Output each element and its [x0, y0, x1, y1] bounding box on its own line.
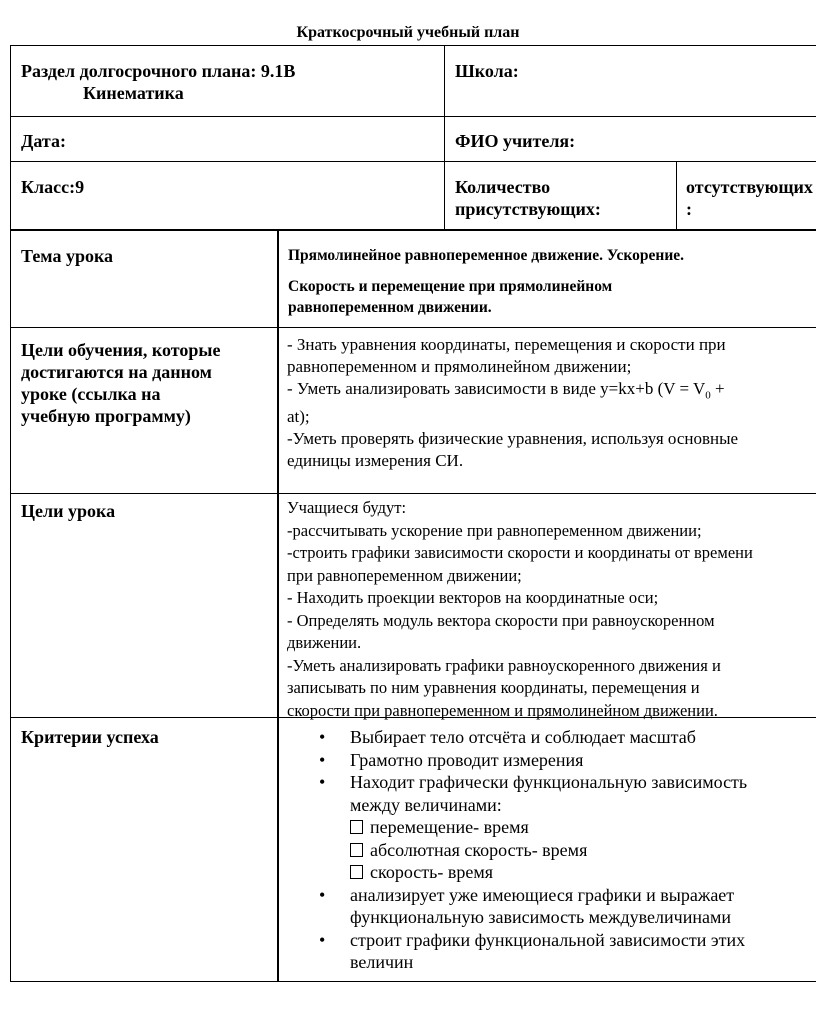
criteria-subitem: [350, 839, 816, 862]
learning-goals-text: [287, 334, 816, 472]
learning-goal-line: единицы измерения СИ.: [287, 451, 464, 471]
absent-count-label: [686, 176, 816, 220]
learning-goals-label-line: достигаются на данном: [21, 362, 212, 382]
criteria-subitem-text: перемещение- время: [370, 817, 529, 837]
criteria-item: • Выбирает тело отсчёта и соблюдает масштаб: [350, 726, 816, 749]
learning-goals-label: [21, 339, 276, 427]
criteria-item-continuation: между величинами:: [350, 794, 502, 815]
absent-label-line1: отсутствующих: [686, 177, 813, 197]
lesson-goal-line: -рассчитывать ускорение при равнопеременном движении;: [287, 520, 702, 540]
criteria-item: • Находит графически функциональную зависимость: [350, 771, 816, 794]
lesson-goal-line: Учащиеся будут:: [287, 498, 407, 517]
checkbox-glyph-icon: [350, 865, 363, 879]
section-label-line2: Кинематика: [83, 83, 184, 103]
lesson-goals-text: [287, 497, 816, 722]
date-label: Дата:: [21, 131, 66, 151]
present-label-line1: Количество: [455, 177, 551, 197]
learning-goals-label-line: Цели обучения, которые: [21, 340, 221, 360]
learning-goal-line: - Знать уравнения координаты, перемещения и скорости при: [287, 335, 726, 354]
present-count-label: [455, 176, 675, 220]
checkbox-glyph-icon: [350, 843, 363, 857]
learning-goal-line: [287, 378, 816, 406]
success-criteria-list-wrap: [280, 726, 816, 974]
lesson-goal-line: скорости при равнопеременном и прямолинейном движении.: [287, 700, 718, 720]
checkbox-glyph-icon: [350, 820, 363, 834]
learning-goal-line: at);: [287, 407, 310, 427]
topic-value: [288, 245, 816, 318]
lesson-goal-line: - Определять модуль вектора скорости при равноускоренном: [287, 610, 715, 630]
class-label: Класс:9: [21, 177, 85, 197]
criteria-subitem-text: скорость- время: [370, 862, 493, 882]
criteria-subitem-text: абсолютная скорость- время: [370, 839, 588, 860]
lesson-goal-line: движении.: [287, 633, 362, 652]
learning-goal-line: равнопеременном и прямолинейном движении;: [287, 357, 632, 376]
learning-goal-line-main: - Уметь анализировать зависимости в виде y=kx+b (V = V: [287, 379, 706, 398]
absent-label-line2: :: [686, 199, 692, 219]
plus-sign: +: [710, 379, 725, 398]
topic-label: Тема урока: [21, 246, 114, 266]
lesson-goal-line: -Уметь анализировать графики равноускоренного движения и: [287, 655, 721, 675]
criteria-subitem: [350, 816, 816, 839]
learning-goal-line: -Уметь проверять физические уравнения, используя основные: [287, 429, 739, 449]
success-criteria-list: [350, 726, 816, 974]
present-label-line2: присутствующих:: [455, 199, 601, 219]
section-label: [21, 60, 441, 104]
velocity-subscript: 0: [705, 389, 711, 402]
topic-line3: равнопеременном движении.: [288, 299, 492, 316]
criteria-item: • строит графики функциональной зависимости этих: [350, 929, 816, 952]
criteria-item-continuation: величин: [350, 952, 414, 972]
learning-goals-label-line: уроке (ссылка на: [21, 384, 161, 404]
criteria-item: • Грамотно проводит измерения: [350, 749, 816, 772]
learning-goals-label-line: учебную программу): [21, 406, 191, 426]
section-label-line1: Раздел долгосрочного плана: 9.1В: [21, 61, 296, 81]
document-title: Краткосрочный учебный план: [296, 24, 520, 41]
criteria-subitem: [350, 861, 816, 884]
criteria-item-continuation: функциональную зависимость междувеличинами: [350, 907, 731, 927]
teacher-label: ФИО учителя:: [455, 131, 576, 151]
lesson-goal-line: -строить графики зависимости скорости и координаты от времени: [287, 543, 753, 562]
lesson-goal-line: - Находить проекции векторов на координатные оси;: [287, 588, 659, 607]
school-label: Школа:: [455, 61, 519, 81]
success-criteria-label: Критерии успеха: [21, 727, 159, 747]
lesson-goal-line: при равнопеременном движении;: [287, 565, 522, 585]
lesson-goal-line: записывать по ним уравнения координаты, перемещения и: [287, 678, 700, 697]
criteria-item: • анализирует уже имеющиеся графики и выражает: [350, 884, 816, 907]
lesson-goals-label: Цели урока: [21, 501, 116, 521]
topic-line1: Прямолинейное равнопеременное движение. Ускорение.: [288, 247, 685, 264]
topic-line2: Скорость и перемещение при прямолинейном: [288, 278, 613, 295]
